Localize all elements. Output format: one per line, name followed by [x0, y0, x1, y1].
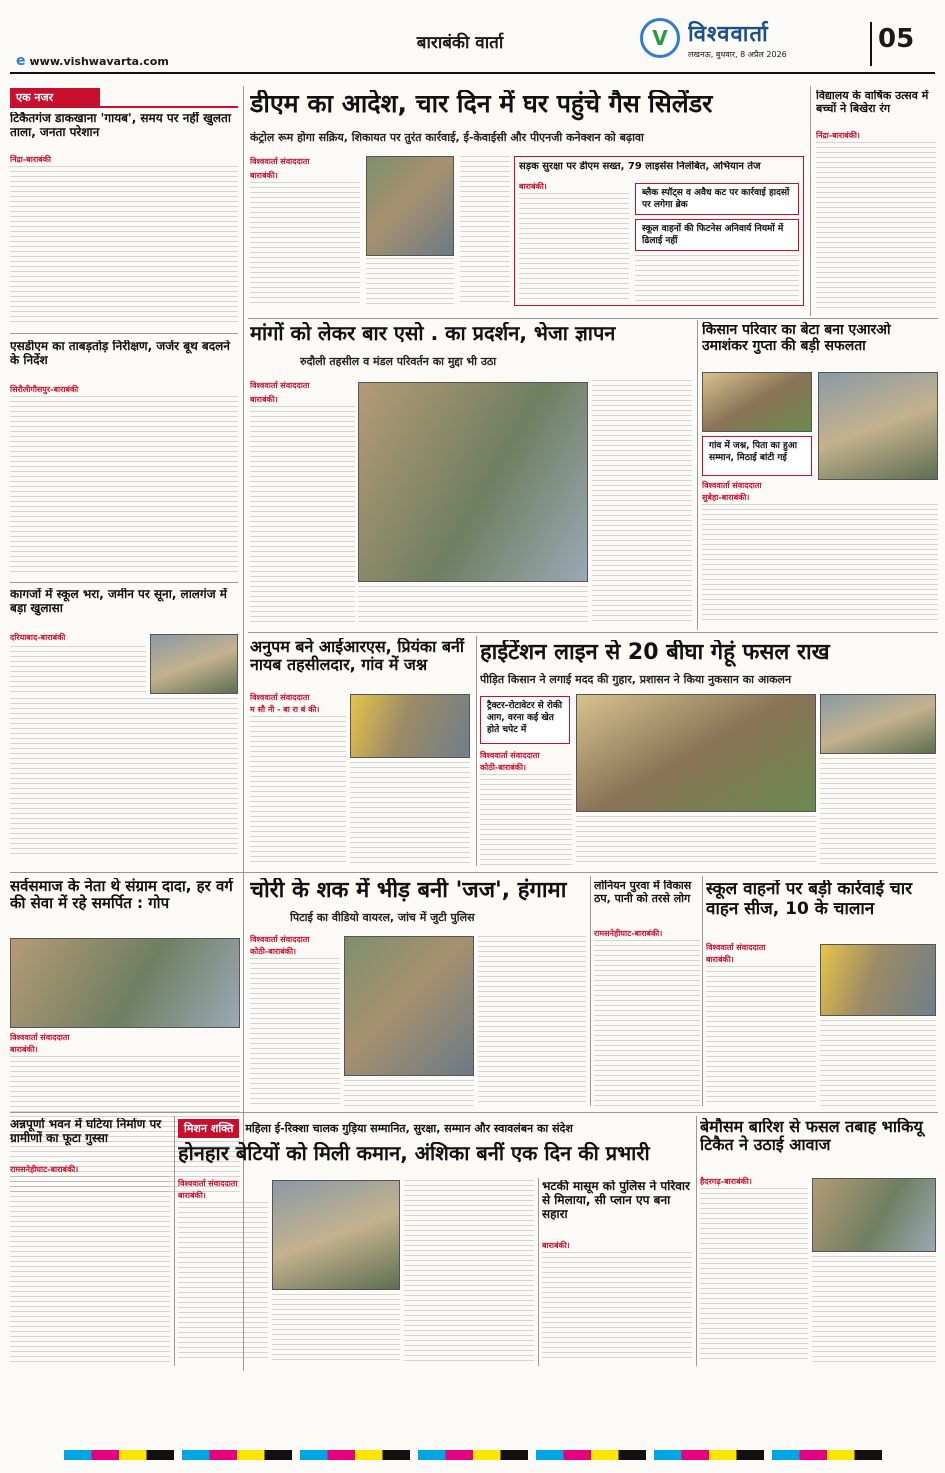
brand-block [640, 16, 860, 66]
brand-logo-icon: V [640, 18, 680, 58]
road-safety-quote2: स्कूल वाहनों की फिटनेस अनिवार्य नियमों में ढिलाई नहीं [635, 219, 799, 251]
chori-title: चोरी के शक में भीड़ बनी 'जज', हंगामा [250, 878, 567, 903]
school-vehicle-lead: बाराबंकी। [706, 955, 734, 964]
hightension-quote: ट्रैक्टर-रोटावेटर से रोकी आग, वरना कई खेत होते चपेट में [480, 696, 570, 744]
school-photo [150, 634, 238, 694]
sangram-title: सर्वसमाज के नेता थे संग्राम दादा, हर वर्ग की सेवा में रहे समर्पित : गोप [10, 878, 233, 913]
lonia-lead: रामसनेहीघाट-बाराबंकी। [594, 929, 663, 938]
brand-name: विश्ववार्ता [688, 21, 769, 46]
school-vehicle-title: स्कूल वाहनों पर बड़ी कार्रवाई चार वाहन सीज, 10 के चालान [706, 880, 913, 919]
story2-lead: सिरौलीगौसपुर-बाराबंकी [10, 385, 79, 394]
lonia-title: लोनियन पुरवा में विकास ठप, पानी को तरसे लोग [594, 880, 692, 905]
dm-photo [366, 156, 454, 256]
child-title: भटकी मासूम को पुलिस ने परिवार से मिलाया, सी प्लान एप बना सहारा [542, 1180, 690, 1221]
chori-byline: विश्ववार्ता संवाददाता [250, 935, 310, 944]
sangram-byline: विश्ववार्ता संवाददाता [10, 1033, 70, 1042]
bar-protest-title: मांगों को लेकर बार एसो . का प्रदर्शन, भेजा ज्ञापन [250, 322, 616, 345]
bar-protest-lead: बाराबंकी। [250, 395, 278, 404]
story2-title: एसडीएम का ताबड़तोड़ निरीक्षण, जर्जर बूथ बदलने के निर्देश [10, 340, 230, 367]
masthead [0, 0, 945, 74]
road-safety-title: सड़क सुरक्षा पर डीएम सख्त, 79 लाइसेंस निलंबित, अभियान तेज [519, 161, 761, 172]
story3-title: कागजों में स्कूल भरा, जमीन पर सूना, लालगंज में बड़ा खुलासा [10, 588, 227, 615]
annual-function-title: विद्यालय के वार्षिक उत्सव में बच्चों ने बिखेरा रंग [816, 90, 929, 115]
section-title: बाराबंकी वार्ता [416, 33, 504, 53]
story1-lead: निंद्रा-बाराबंकी [10, 155, 51, 164]
anganwadi-title: अन्नपूर्णा भवन में घटिया निर्माण पर ग्रामीणों का फूटा गुस्सा [10, 1118, 162, 1145]
mission-tag: मिशन शक्ति [178, 1119, 239, 1138]
school-vehicle-byline: विश्ववार्ता संवाददाता [706, 943, 766, 952]
ek-nazar-tag: एक नजर [10, 88, 100, 106]
aro-title: किसान परिवार का बेटा बना एआरओ उमाशंकर गुप्ता की बड़ी सफलता [702, 322, 891, 355]
mission-byline: विश्ववार्ता संवाददाता [178, 1179, 238, 1188]
main-lead: बाराबंकी। [250, 171, 278, 180]
anupam-byline: विश्ववार्ता संवाददाता [250, 693, 310, 702]
sangram-lead: बाराबंकी। [10, 1045, 38, 1054]
protest-photo [358, 382, 588, 582]
hightension-lead: कोठी-बाराबंकी। [480, 763, 527, 772]
main-subheadline: कंट्रोल रूम होगा सक्रिय, शिकायत पर तुरंत कार्रवाई, ई-केवाईसी और पीएनजी कनेक्शन को बढ़ावा [250, 131, 644, 144]
child-lead: बाराबंकी। [542, 1241, 570, 1250]
rain-photo [812, 1178, 936, 1252]
annual-function-lead: निंद्रा-बाराबंकी। [816, 131, 860, 140]
sangram-photo [10, 938, 240, 1028]
story1-title: टिकैतगंज डाकखाना 'गायब', समय पर नहीं खुलता ताला, जनता परेशान [10, 112, 231, 139]
rain-lead: हैदरगढ़-बाराबंकी। [700, 1177, 752, 1186]
mission-lead: बाराबंकी। [178, 1191, 206, 1200]
road-safety-lead: बाराबंकी। [519, 182, 547, 191]
left-column [10, 88, 238, 868]
bar-protest-subtitle: रुदौली तहसील व मंडल परिवर्तन का मुद्दा भी उठा [300, 355, 497, 368]
color-bar [20, 1448, 925, 1462]
aro-lead: सुबेहा-बाराबंकी। [702, 493, 750, 502]
mission-banner-text: महिला ई-रिक्शा चालक गुड़िया सम्मानित, सुरक्षा, सम्मान और स्वावलंबन का संदेश [245, 1121, 573, 1135]
hightension-title: हाईटेंशन लाइन से 20 बीघा गेहूं फसल राख [480, 640, 830, 665]
mission-photo [272, 1180, 400, 1290]
hightension-subtitle: पीड़ित किसान ने लगाई मदद की गुहार, प्रशासन ने किया नुकसान का आकलन [480, 673, 792, 686]
farmer-photo [820, 694, 936, 754]
anganwadi-lead: रामसनेहीघाट-बाराबंकी। [10, 1165, 79, 1174]
aro-quote: गांव में जश्न, पिता का हुआ सम्मान, मिठाई बांटी गई [702, 436, 812, 476]
aro-photo-candidate [818, 372, 938, 480]
browser-e-icon: e [16, 53, 26, 69]
story3-lead: दरियाबाद-बाराबंकी [10, 633, 66, 642]
bus-photo [820, 944, 936, 1016]
aro-byline: विश्ववार्ता संवाददाता [702, 481, 762, 490]
road-safety-box [514, 156, 804, 306]
page-number: 05 [878, 24, 915, 54]
anupam-title: अनुपम बने आईआरएस, प्रियंका बनीं नायब तहसीलदार, गांव में जश्न [250, 638, 465, 675]
chori-subtitle: पिटाई का वीडियो वायरल, जांच में जुटी पुलिस [290, 911, 475, 924]
burnt-field-photo [576, 694, 816, 812]
mission-banner [178, 1118, 678, 1138]
chori-lead: कोठी-बाराबंकी। [250, 947, 297, 956]
hightension-byline: विश्ववार्ता संवाददाता [480, 751, 540, 760]
bar-protest-byline: विश्ववार्ता संवाददाता [250, 381, 310, 390]
website-link[interactable]: e www.vishwavarta.com [16, 53, 169, 69]
main-headline: डीएम का आदेश, चार दिन में घर पहुंचे गैस सिलेंडर [250, 90, 713, 118]
mob-photo [344, 936, 474, 1076]
rain-title: बेमौसम बारिश से फसल तबाह भाकियू टिकैत ने उठाई आवाज [700, 1118, 923, 1155]
aro-photo-father [702, 372, 812, 432]
road-safety-quote1: ब्लैक स्पॉट्स व अवैध कट पर कार्रवाई हादसों पर लगेगा ब्रेक [635, 183, 799, 215]
edition-date: लखनऊ, बुधवार, 8 अप्रैल 2026 [688, 50, 787, 59]
anupam-lead: म सौ नी - बा रा बं की। [250, 705, 320, 714]
main-byline: विश्ववार्ता संवाददाता [250, 157, 310, 166]
mission-title: होनहार बेटियों को मिली कमान, अंशिका बनीं एक दिन की प्रभारी [178, 1142, 650, 1165]
anupam-photo [350, 694, 470, 758]
